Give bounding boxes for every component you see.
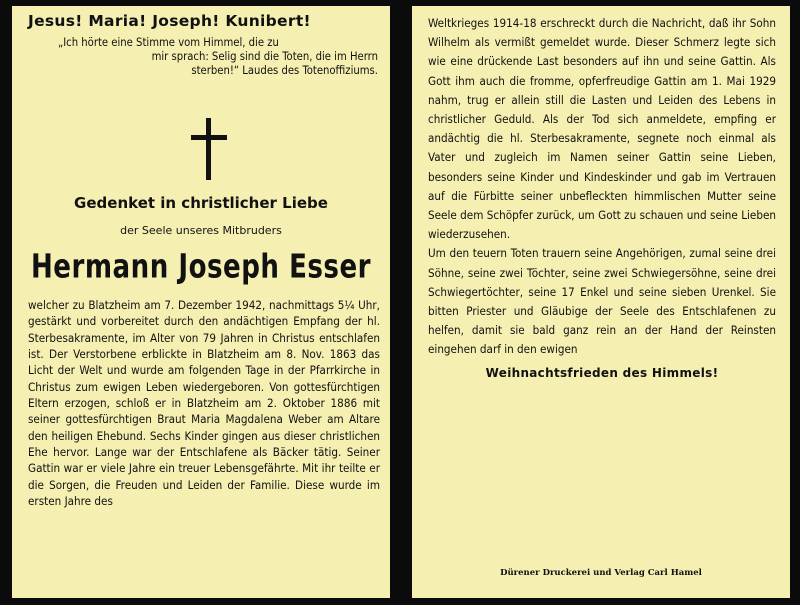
right-card <box>412 6 790 598</box>
closing-line: Weihnachtsfrieden des Himmels! <box>485 365 719 380</box>
mourners-paragraph: Um den teuern Toten trauern seine Angehörigen, zumal seine drei Söhne, seine zwei Töchter, seine zwei Schwiegersöhne, seine drei Schwiegertöchter, seine 17 Enkel und seine sieben Urenkel. Sie bitten Priester und Gläubige der Seele des Entschlafenen zu helfen, damit sie bald ganz rein an der Hand der Reinsten eingehen darf in den ewigen <box>428 246 776 357</box>
biography-right: Weltkrieges 1914-18 erschreckt durch die Nachricht, daß ihr Sohn Wilhelm als vermißt gemeldet wurde. Dieser Schmerz legte sich wie eine drückende Last besonders auf ihn und seine Gattin. Als Gott ihm auch die fromme, opferfreudige Gattin am 1. Mai 1929 nahm, trug er allein still die Lasten und Leiden des Lebens in christlicher Geduld. Als der Tod sich anmeldete, empfing er andächtig die hl. Sterbesakramente, segnete noch einmal als Vater und zugleich im Namen seiner Gattin seine Lieben, besonders seine Kinder und Kindeskinder und gab im Vertrauen auf die Fürbitte seiner unbefleckten himmlischen Mutter seine Seele dem Schöpfer zurück, um Gott zu schauen und seine Lieben wiederzusehen. <box>428 16 776 242</box>
quote-line-2: mir sprach: Selig sind die Toten, die im Herrn <box>151 50 378 63</box>
quote-line-1: „Ich hörte eine Stimme vom Himmel, die zu <box>58 36 279 49</box>
quote-line-3: sterben!“ Laudes des Totenoffiziums. <box>191 64 378 77</box>
deceased-name: Hermann Joseph Esser <box>30 246 372 286</box>
printer-imprint: Dürener Druckerei und Verlag Carl Hamel <box>500 568 702 578</box>
cross-icon <box>191 118 227 182</box>
seele-subheading: der Seele unseres Mitbruders <box>120 224 282 237</box>
gedenket-heading: Gedenket in christlicher Liebe <box>74 194 328 212</box>
left-card <box>12 6 390 598</box>
header-invocation: Jesus! Maria! Joseph! Kunibert! <box>28 12 311 30</box>
scripture-quote <box>28 36 380 78</box>
biography-left: welcher zu Blatzheim am 7. Dezember 1942, nachmittags 5¼ Uhr, gestärkt und vorbereitet durch den andächtigen Empfang der hl. Sterbesakramente, im Alter von 79 Jahren in Christus entschlafen ist. Der Verstorbene erblickte in Blatzheim am 8. Nov. 1863 das Licht der Welt und wurde am folgenden Tage in der Pfarrkirche in Christus zum ewigen Leben wiedergeboren. Von gottesfürchtigen Eltern erzogen, schloß er in Blatzheim am 2. Oktober 1886 mit seiner gottesfürchtigen Braut Maria Magdalena Weber am Altare den heiligen Ehebund. Sechs Kinder gingen aus dieser christlichen Ehe hervor. Lange war der Entschlafene als Bäcker tätig. Seiner Gattin war er viele Jahre ein treuer Lebensgefährte. Mit ihr teilte er die Sorgen, die Freuden und Leiden der Familie. Diese wurde im ersten Jahre des <box>28 298 380 509</box>
